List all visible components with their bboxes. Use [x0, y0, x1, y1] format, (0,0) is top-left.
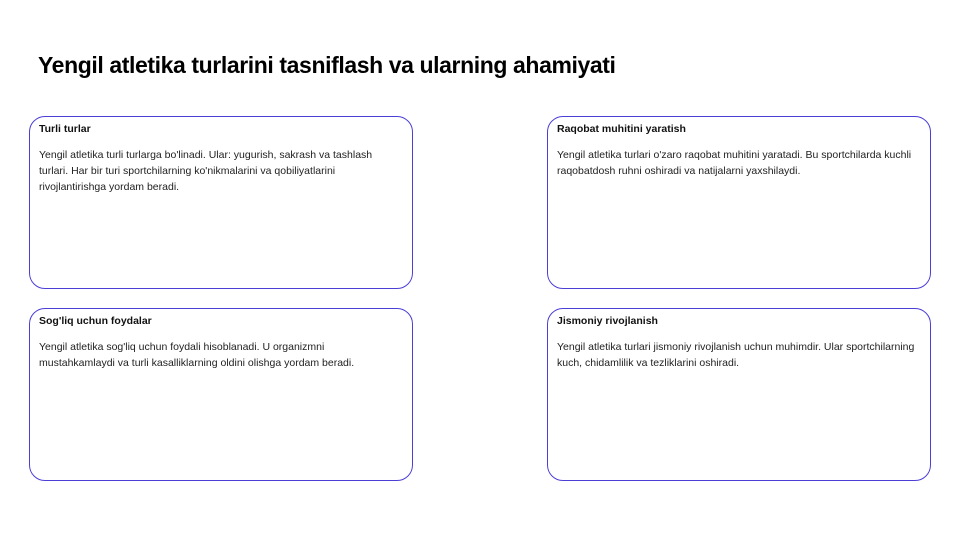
card-text: Yengil atletika turli turlarga bo'linadi. Ular: yugurish, sakrash va tashlash turlari. Har bir turi sportchilarning ko'nikmalarini va qobiliyatlarini rivojlantirishga yordam beradi. [39, 148, 373, 193]
card-title: Turli turlar [39, 123, 91, 135]
card-title: Raqobat muhitini yaratish [557, 123, 686, 135]
slide-title: Yengil atletika turlarini tasniflash va ularning ahamiyati [38, 52, 616, 78]
card-text: Yengil atletika turlari o'zaro raqobat muhitini yaratadi. Bu sportchilarda kuchli raqobatdosh ruhni oshiradi va natijalarni yaxshilaydi. [557, 148, 912, 177]
card-title: Jismoniy rivojlanish [557, 315, 658, 327]
card-raqobat-muhiti [547, 116, 931, 289]
card-jismoniy-rivojlanish [547, 308, 931, 481]
card-text: Yengil atletika turlari jismoniy rivojlanish uchun muhimdir. Ular sportchilarning kuch, chidamlilik va tezliklarini oshiradi. [557, 340, 915, 369]
card-title: Sog'liq uchun foydalar [39, 315, 152, 327]
card-turli-turlar [29, 116, 413, 289]
card-text: Yengil atletika sog'liq uchun foydali hisoblanadi. U organizmni mustahkamlaydi va turli kasalliklarning oldini olishga yordam beradi. [39, 340, 355, 369]
card-soglik-foydalar [29, 308, 413, 481]
